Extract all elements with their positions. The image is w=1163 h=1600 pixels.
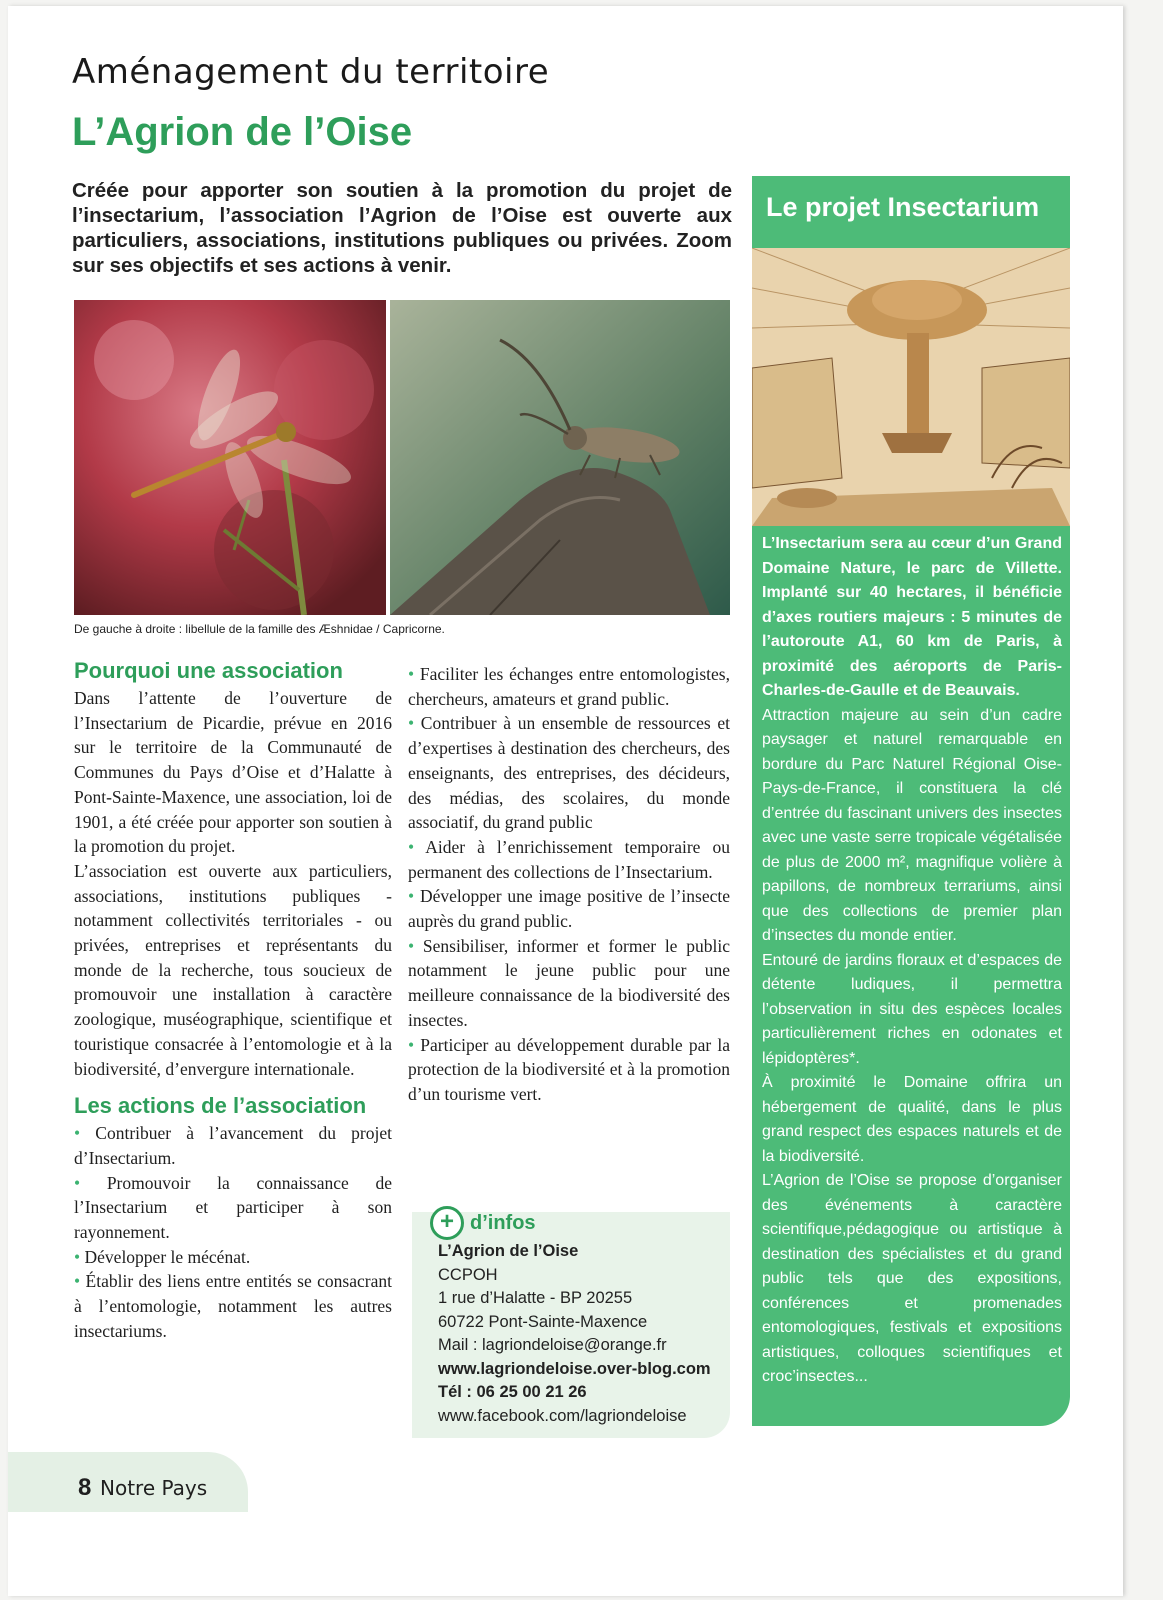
infos-title: d’infos: [470, 1211, 536, 1234]
infos-address: 1 rue d’Halatte - BP 20255: [438, 1289, 633, 1307]
bullet-icon: •: [408, 713, 421, 734]
sidebar-lead: L’Insectarium sera au cœur d’un Grand Domaine Nature, le parc de Villette. Implanté sur 40 hectares, il bénéficie d’axes routiers majeurs : 5 minutes de l’autoroute A1, 60 km de Paris, à proximité des aéroports de Paris-Charles-de-Gaulle et de Beauvais.: [762, 535, 1062, 699]
list-item: [408, 934, 730, 1033]
infos-line: CCPOH: [438, 1265, 498, 1284]
list-item-text: Contribuer à l’avancement du projet d’Insectarium.: [74, 1123, 392, 1168]
bullet-icon: •: [74, 1246, 85, 1267]
list-item: [408, 662, 730, 711]
heading-actions: Les actions de l’association: [74, 1093, 367, 1119]
magazine-name: Notre Pays: [100, 1476, 208, 1500]
list-item-text: Établir des liens entre entités se consacrant à l’entomologie, notamment les autres insectariums.: [74, 1271, 392, 1341]
intro-paragraph: Créée pour apporter son soutien à la promotion du projet de l’insectarium, l’association l’Agrion de l’Oise est ouverte aux particuliers, associations, institutions publiques ou privées. Zoom sur ses objectifs et ses actions à venir.: [72, 179, 732, 277]
list-item: [408, 1033, 730, 1107]
bullet-icon: •: [74, 1271, 86, 1292]
photo-caption: De gauche à droite : libellule de la famille des Æshnidae / Capricorne.: [74, 622, 445, 636]
list-item-text: Promouvoir la connaissance de l’Insectarium et participer à son rayonnement.: [74, 1172, 392, 1243]
list-item: [74, 1245, 392, 1270]
infos-mail-link[interactable]: Mail : lagriondeloise@orange.fr: [438, 1336, 667, 1354]
list-item-text: Faciliter les échanges entre entomologistes, chercheurs, amateurs et grand public.: [408, 664, 730, 709]
insectarium-sidebar: [752, 176, 1070, 1426]
heading-pourquoi: Pourquoi une association: [74, 658, 343, 683]
paragraph: Dans l’attente de l’ouverture de l’Insectarium de Picardie, prévue en 2016 sur le territoire de la Communauté de Communes du Pays d’Oise et d’Halatte à Pont-Sainte-Maxence, une association, loi de 1901, a été créée pour apporter son soutien à la promotion du projet.: [74, 688, 392, 857]
list-item: [74, 1171, 392, 1245]
sidebar-paragraph: À proximité le Domaine offrira un hébergement de qualité, dans le plus grand respect des espaces naturels et de la biodiversité.: [762, 1074, 1062, 1165]
infos-header: [430, 1206, 536, 1240]
insectarium-sketch-illustration: [752, 248, 1070, 526]
dragonfly-photo: [74, 300, 386, 615]
section-title: Aménagement du territoire: [72, 52, 550, 92]
bullet-icon: •: [74, 1172, 107, 1193]
bullet-icon: •: [74, 1123, 96, 1144]
bullet-icon: •: [408, 664, 420, 684]
sidebar-paragraph: Entouré de jardins floraux et d’espaces de détente ludiques, il permettra l’observation in situ des espèces locales particulièrement riches en odonates et lépidoptères*.: [762, 951, 1062, 1067]
list-item: [74, 1121, 392, 1170]
bullet-icon: •: [408, 836, 426, 857]
sidebar-paragraph: Attraction majeure au sein d’un cadre paysager et naturel remarquable en bordure du Parc Naturel Régional Oise-Pays-de-France, il constituera la clé d’entrée du fascinant univers des insectes avec une vaste serre tropicale végétalisée de plus de 2000 m², magnifique volière à papillons, de nombreux terrariums, ainsi que des collections de premier plan d’insectes du monde entier.: [762, 706, 1062, 944]
infos-facebook-link[interactable]: www.facebook.com/lagriondeloise: [438, 1406, 687, 1425]
infos-city: 60722 Pont-Sainte-Maxence: [438, 1312, 648, 1331]
infos-website-link[interactable]: www.lagriondeloise.over-blog.com: [438, 1359, 711, 1378]
sidebar-title: Le projet Insectarium: [766, 192, 1040, 222]
list-item-text: Développer le mécénat.: [84, 1246, 251, 1267]
infos-box: [412, 1208, 730, 1438]
bullet-icon: •: [408, 886, 420, 907]
infos-phone: Tél : 06 25 00 21 26: [438, 1383, 587, 1401]
list-item: [408, 835, 730, 884]
middle-column: [408, 662, 730, 1107]
plus-icon: +: [430, 1206, 464, 1240]
list-item: [408, 711, 730, 835]
page-number: 8: [78, 1474, 92, 1501]
list-item-text: Développer une image positive de l’insecte auprès du grand public.: [408, 886, 730, 932]
list-item-text: Aider à l’enrichissement temporaire ou permanent des collections de l’Insectarium.: [408, 836, 730, 882]
article-title: L’Agrion de l’Oise: [72, 110, 413, 154]
list-item-text: Contribuer à un ensemble de ressources et d’expertises à destination des chercheurs, des enseignants, des entreprises, des décideurs, des médias, des scolaires, du monde associatif, du grand public: [408, 713, 730, 833]
list-item-text: Participer au développement durable par la protection de la biodiversité et à la promotion d’un tourisme vert.: [408, 1034, 730, 1104]
list-item: [74, 1269, 392, 1343]
list-item: [408, 884, 730, 933]
left-column: [74, 658, 392, 1344]
infos-body: [438, 1240, 711, 1428]
sidebar-text: [762, 532, 1062, 1390]
sidebar-paragraph: L’Agrion de l’Oise se propose d’organiser des événements à caractère scientifique,pédagogique ou artistique à destination des spécialistes et du grand public tels que des expositions, conférences et promenades entomologiques, festivals et expositions artistiques, colloques scientifiques et croc’insectes...: [762, 1172, 1062, 1385]
bullet-icon: •: [408, 935, 423, 956]
list-item-text: Sensibiliser, informer et former le public notamment le jeune public pour une meilleure connaissance de la biodiversité des insectes.: [408, 935, 730, 1030]
paragraph: L’association est ouverte aux particuliers, associations, institutions publiques - notamment collectivités territoriales - ou privées, entreprises et représentants du monde de la recherche, tous soucieux de promouvoir une installation à caractère zoologique, muséographique, scientifique et touristique consacrée à l’entomologie et à la biodiversité, d’envergure internationale.: [74, 860, 392, 1079]
infos-org: L’Agrion de l’Oise: [438, 1242, 579, 1260]
capricorn-beetle-photo: [390, 300, 730, 615]
bullet-icon: •: [408, 1034, 421, 1055]
